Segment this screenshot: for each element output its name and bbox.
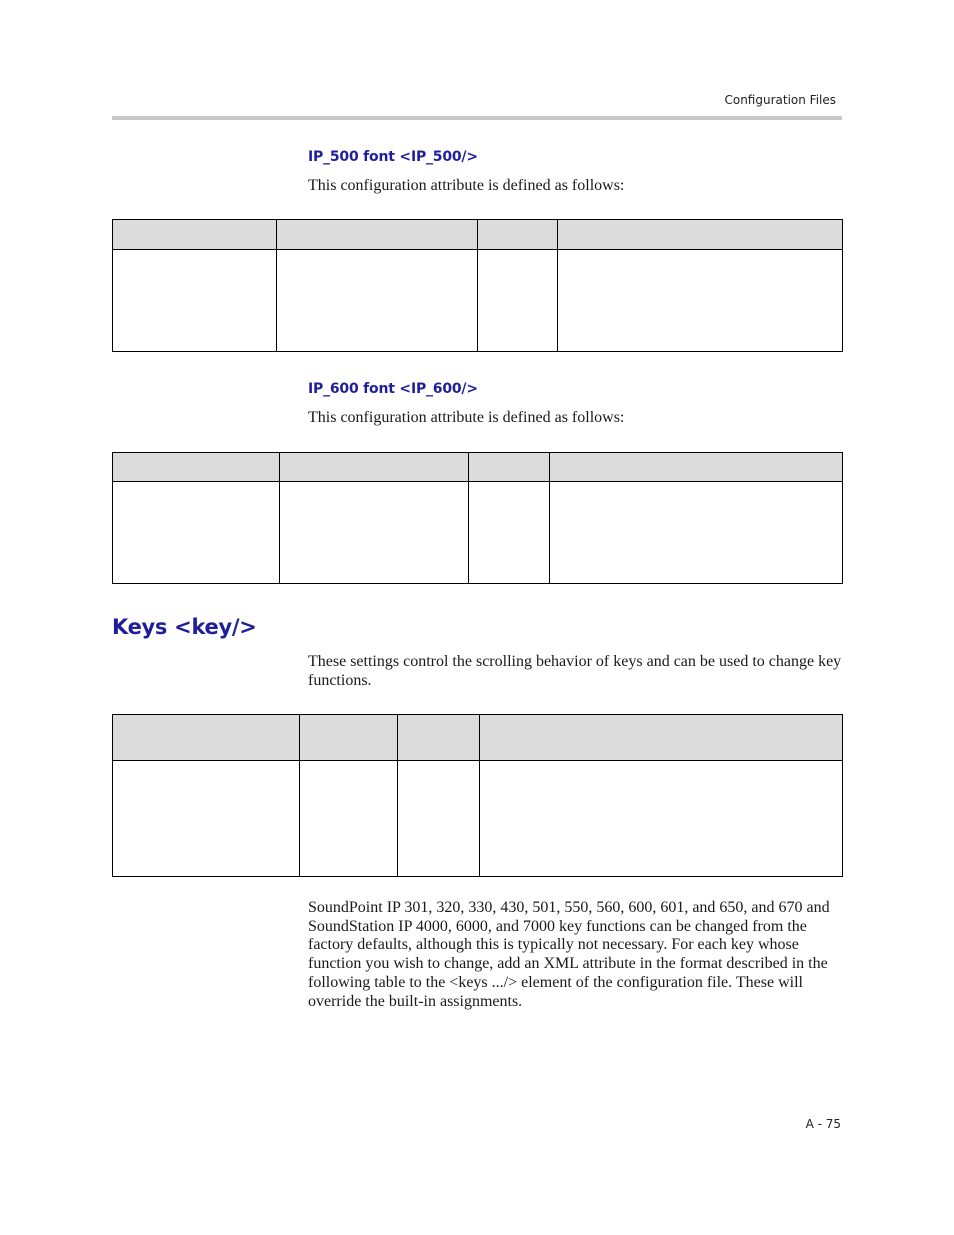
header-rule [112, 116, 842, 120]
table-header-row [113, 453, 843, 482]
ip600-intro: This configuration attribute is defined as follows: [308, 409, 625, 426]
table-header-cell [280, 453, 469, 482]
table-cell [113, 482, 280, 584]
table-header-cell [398, 715, 480, 761]
table-cell [300, 761, 398, 877]
table-header-cell [480, 715, 843, 761]
table-cell [277, 250, 478, 352]
ip600-heading: IP_600 font <IP_600/> [308, 381, 478, 397]
table-cell [469, 482, 550, 584]
table-header-cell [478, 220, 558, 250]
table-header-cell [277, 220, 478, 250]
table-row [113, 482, 843, 584]
table-row [113, 250, 843, 352]
keys-paragraph: SoundPoint IP 301, 320, 330, 430, 501, 550, 560, 600, 601, and 650, and 670 and SoundStation IP 4000, 6000, and 7000 key functions can be changed from the factory defaults, although this is typically not necessary. For each key whose function you wish to change, add an XML attribute in the format described in the following table to the <keys .../> element of the configuration file. These will override the built-in assignments. [308, 899, 830, 1010]
table-header-cell [113, 220, 277, 250]
ip500-intro: This configuration attribute is defined as follows: [308, 177, 625, 194]
page-number: A - 75 [805, 1117, 841, 1131]
keys-intro: These settings control the scrolling behavior of keys and can be used to change key functions. [308, 653, 842, 689]
table-cell [558, 250, 843, 352]
ip500-heading: IP_500 font <IP_500/> [308, 149, 478, 165]
table-header-cell [113, 453, 280, 482]
table-header-row [113, 220, 843, 250]
keys-table [112, 714, 843, 877]
table-cell [398, 761, 480, 877]
table-cell [280, 482, 469, 584]
table-cell [113, 761, 300, 877]
table-header-cell [550, 453, 843, 482]
table-header-cell [469, 453, 550, 482]
ip600-table [112, 452, 843, 584]
table-cell [113, 250, 277, 352]
table-row [113, 761, 843, 877]
table-cell [478, 250, 558, 352]
table-header-cell [113, 715, 300, 761]
table-header-cell [558, 220, 843, 250]
running-header: Configuration Files [724, 93, 836, 107]
table-header-cell [300, 715, 398, 761]
table-cell [550, 482, 843, 584]
keys-section-title: Keys <key/> [112, 615, 257, 639]
ip500-table [112, 219, 843, 352]
table-header-row [113, 715, 843, 761]
table-cell [480, 761, 843, 877]
